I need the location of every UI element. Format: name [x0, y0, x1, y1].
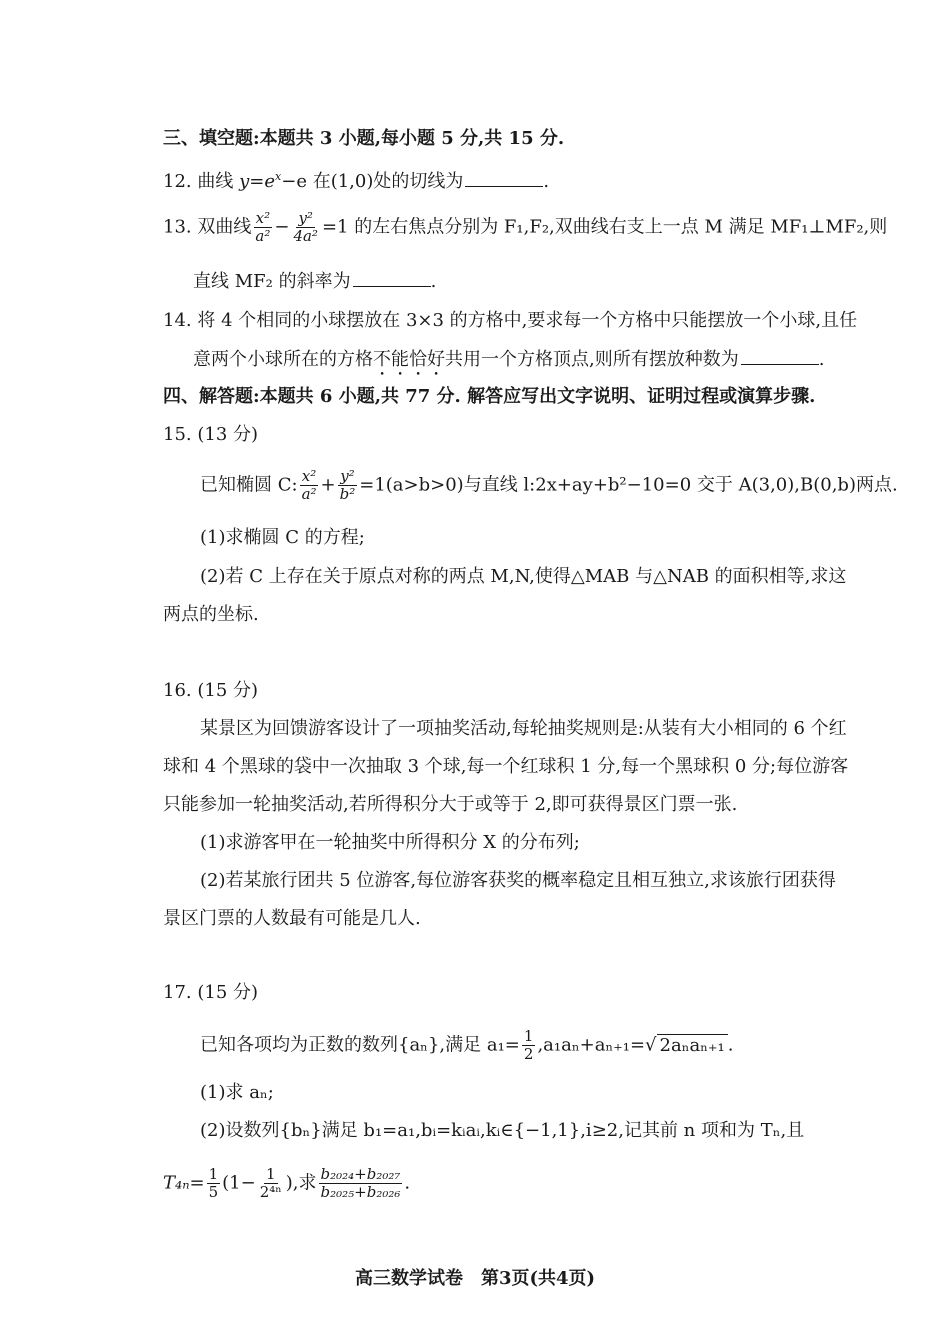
q16-title: 16. (15 分)	[163, 680, 259, 701]
question-14-line-2	[193, 346, 824, 380]
q15-stem-a: 已知椭圆 C:	[200, 474, 298, 496]
question-13-line-2	[193, 268, 436, 295]
q16-stem-line-2: 球和 4 个黑球的袋中一次抽取 3 个球,每一个红球积 1 分,每一个黑球积 0 分;每位游客	[163, 756, 849, 777]
q13-answer-blank[interactable]	[353, 268, 431, 287]
q17-stem-b: ,a₁aₙ+aₙ₊₁=	[537, 1034, 646, 1056]
q17-fraction-half: $\frac{1}{2}$	[523, 1027, 534, 1063]
q12-exponent: x	[275, 170, 282, 183]
q15-plus: +	[320, 474, 336, 496]
q17-sqrt-sign: √	[645, 1034, 657, 1056]
q13-fraction-2: $\frac{\text{y²}}{\text{4a²}}$	[293, 209, 318, 245]
q12-text-b: −e 在(1,0)处的切线为	[281, 171, 464, 192]
q16-part-1: (1)求游客甲在一轮抽奖中所得积分 X 的分布列;	[200, 832, 580, 853]
q15-part-2-line-1: (2)若 C 上存在关于原点对称的两点 M,N,使得△MAB 与△NAB 的面积相等,求这	[200, 566, 847, 587]
q17-part-1: (1)求 aₙ;	[200, 1082, 274, 1103]
q14-end: .	[818, 349, 825, 370]
q15-title: 15. (13 分)	[163, 424, 259, 445]
q16-stem-line-3: 只能参加一轮抽奖活动,若所得积分大于或等于 2,即可获得景区门票一张.	[163, 794, 738, 815]
q16-stem-line-1: 某景区为回馈游客设计了一项抽奖活动,每轮抽奖规则是:从装有大小相同的 6 个红	[200, 718, 847, 739]
q17-title: 17. (15 分)	[163, 982, 259, 1003]
q13-text-a: 双曲线	[197, 216, 252, 238]
q15-part-2-line-2: 两点的坐标.	[163, 604, 259, 625]
q15-part-1: (1)求椭圆 C 的方程;	[200, 527, 365, 548]
q16-part-2-line-2: 景区门票的人数最有可能是几人.	[163, 908, 421, 929]
q15-stem	[200, 468, 898, 503]
q17-t-label: T₄ₙ=	[163, 1172, 205, 1194]
q14-line2-b: 共用一个方格顶点,则所有摆放种数为	[445, 349, 739, 370]
question-14-line-1: 14. 将 4 个相同的小球摆放在 3×3 的方格中,要求每一个方格中只能摆放一个小球,且任	[163, 310, 858, 331]
q13-fraction-1: $\frac{\text{x²}}{\text{a²}}$	[255, 209, 271, 245]
section-4-header: 四、解答题:本题共 6 小题,共 77 分. 解答应写出文字说明、证明过程或演算步骤.	[163, 386, 816, 407]
q12-end: .	[543, 171, 550, 192]
q17-fraction-fifth: $\frac{1}{5}$	[208, 1165, 219, 1201]
q13-end: .	[430, 271, 437, 292]
q14-answer-blank[interactable]	[741, 346, 819, 365]
q12-text-a: 曲线	[197, 171, 240, 192]
question-13	[163, 210, 887, 245]
q15-stem-b: =1(a>b>0)与直线 l:2x+ay+b²−10=0 交于 A(3,0),B(0,b)两点.	[359, 474, 898, 496]
q17-part-2-line-2	[163, 1166, 410, 1201]
q17-t-c: ),求	[285, 1172, 317, 1194]
q17-stem-end: .	[727, 1034, 734, 1056]
q14-emphasis-text: 不能恰好	[373, 349, 445, 370]
q16-part-2-line-1: (2)若某旅行团共 5 位游客,每位游客获奖的概率稳定且相互独立,求该旅行团获得	[200, 870, 836, 891]
q13-text-b: =1 的左右焦点分别为 F₁,F₂,双曲线右支上一点 M 满足 MF₁⊥MF₂,则	[321, 216, 888, 238]
q15-fraction-y: $\frac{\text{y²}}{\text{b²}}$	[339, 467, 356, 503]
q13-number: 13.	[163, 216, 192, 238]
section-3-header: 三、填空题:本题共 3 小题,每小题 5 分,共 15 分.	[163, 128, 565, 149]
q14-line2-a: 意两个小球所在的方格	[193, 349, 373, 370]
q13-minus: −	[274, 216, 290, 238]
q17-fraction-b-ratio: $\frac{\text{b₂₀₂₄+b₂₀₂₇}}{\text{b₂₀₂₅+b₂₀₂₆}}$	[320, 1165, 401, 1201]
q17-stem	[200, 1028, 733, 1063]
q17-t-b: (1−	[222, 1172, 256, 1194]
q12-answer-blank[interactable]	[465, 168, 543, 187]
q12-number: 12.	[163, 171, 192, 192]
q17-t-end: .	[404, 1172, 411, 1194]
page-footer: 高三数学试卷 第3页(共4页)	[354, 1268, 596, 1289]
q12-formula: y=e	[239, 171, 276, 192]
q13-line2-text: 直线 MF₂ 的斜率为	[193, 271, 351, 292]
q15-fraction-x: $\frac{\text{x²}}{\text{a²}}$	[301, 467, 317, 503]
q17-fraction-power: $\frac{1}{\text{2⁴ⁿ}}$	[259, 1165, 282, 1201]
q17-sqrt-content: 2aₙaₙ₊₁	[657, 1034, 728, 1056]
question-12	[163, 164, 549, 195]
q17-part-2-line-1: (2)设数列{bₙ}满足 b₁=a₁,bᵢ=kᵢaᵢ,kᵢ∈{−1,1},i≥2,记其前 n 项和为 Tₙ,且	[200, 1120, 805, 1141]
q17-stem-a: 已知各项均为正数的数列{aₙ},满足 a₁=	[200, 1034, 520, 1056]
